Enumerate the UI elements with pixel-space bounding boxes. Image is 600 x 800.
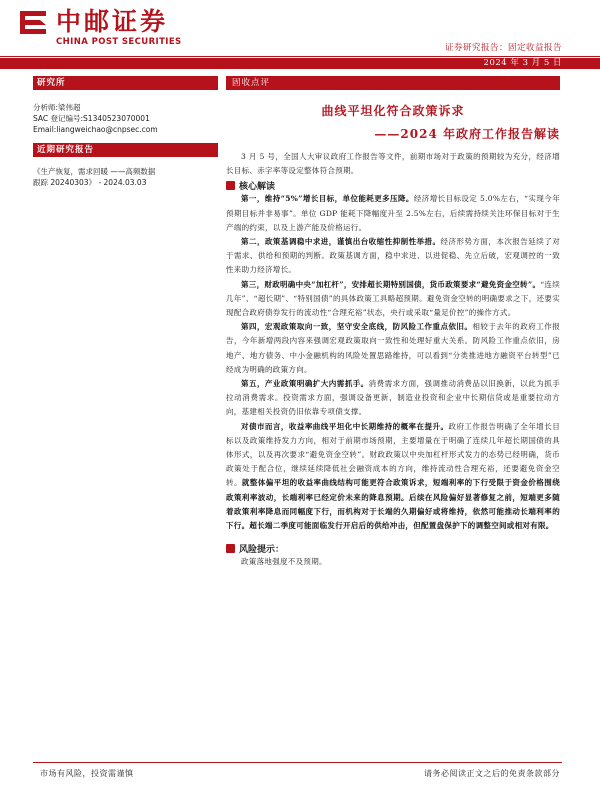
report-type: 证券研究报告：固定收益报告	[444, 43, 562, 53]
paragraph-2-text: 经济形势方面，本次报告延续了对于需求、供给和预期的判断。政策基调方面，稳中求进、以进促稳、先立后破，宏观调控的一致性来助力经济增长。	[226, 237, 561, 275]
paragraph-6	[226, 420, 560, 534]
paragraph-4-text: 相较于去年的政府工作报告，今年新增两段内容来强调宏观政策取向一致性和处理好重大关系。防风险工作重点依旧，房地产、地方债务、中小金融机构的风险处置思路维持，可以看到“分类推进地方融资平台转型”已经成为明确的政策方向。	[226, 322, 560, 374]
paragraph-4	[226, 320, 560, 377]
analyst-email[interactable]: Email:liangweichao@cnpsec.com	[33, 125, 158, 134]
paragraph-1-lead: 第一，维持“5%”增长目标，单位能耗更多压降。	[241, 194, 414, 204]
risk-title: 风险提示：	[239, 545, 285, 556]
paragraph-4-lead: 第四，宏观政策取向一致，坚守安全底线，防风险工作重点依旧。	[241, 322, 473, 332]
core-interpretation-section	[226, 179, 560, 192]
paragraph-5-text: 消费需求方面，强调推动消费品以旧换新，以此为抓手拉动消费需求。投资需求方面，强调设备更新，制造业投资和企业中长期信贷或是重要拉动方向，基建相关投资仍旧依靠专项债支撑。	[226, 379, 560, 417]
report-date: 2024 年 3 月 5 日	[483, 58, 562, 68]
risk-section	[226, 542, 560, 555]
paragraph-5	[226, 377, 560, 420]
paragraph-1	[226, 192, 560, 235]
logo-english-text: CHINA POST SECURITIES	[56, 37, 182, 47]
report-subtitle: ——2024 年政府工作报告解读	[374, 127, 560, 141]
report-title: 曲线平坦化符合政策诉求	[321, 104, 465, 118]
paragraph-6-conclusion: 就整体偏平坦的收益率曲线结构可能更符合政策诉求，短端利率的下行受限于资金价格围绕政策利率波动，长端利率已经定价未来的降息预期。后续在风险偏好显著修复之前，短端更多随着政策利率降息而同幅度下行，而机构对于长端的久期偏好或将维持，依然可能推动长端利率的下行。超长端二季度可能面临发行开启后的供给冲击，但配置盘保护下的调整空间或相对有限。	[226, 478, 560, 531]
analyst-name: 分析师:梁伟超	[33, 103, 81, 112]
section-bullet-icon	[226, 544, 235, 553]
sidebar	[33, 76, 218, 188]
footer-disclaimer-right: 请务必阅读正文之后的免责条款部分	[424, 769, 560, 778]
main-content	[226, 76, 560, 569]
paragraph-3-lead: 第三，财政明确中央“加杠杆”，安排超长期特别国债，货币政策要求“避免资金空转”。	[241, 279, 541, 289]
footer-divider	[33, 762, 562, 763]
recent-report-line-2[interactable]: 跟踪 20240303》 - 2024.03.03	[33, 178, 147, 187]
category-bar: 固收点评	[226, 76, 560, 90]
china-post-logo-icon	[18, 8, 48, 38]
footer-disclaimer-left: 市场有风险，投资需谨慎	[40, 769, 134, 778]
header-divider	[0, 56, 600, 57]
paragraph-6-lead: 对债市而言，收益率曲线平坦化中长期维持的概率在提升。	[241, 421, 449, 431]
sac-number: SAC 登记编号:S1340523070001	[33, 114, 150, 123]
paragraph-5-lead: 第五，产业政策明确扩大内需抓手。	[241, 379, 369, 389]
recent-reports-heading: 近期研究报告	[33, 143, 218, 157]
recent-report-line-1[interactable]: 《生产恢复，需求回暖 ——高频数据	[33, 167, 156, 176]
paragraph-6-text: 政府工作报告明确了全年增长目标以及政策维持发力方向，相对于前期市场预期，主要增量在于明确了连续几年超长期国债的具体形式，以及再次要求“避免资金空转”。财政政策以中央加杠杆形式发力的态势已经明确，货币政策处于配合位，继续延续降低社会融资成本的方向，维持流动性合理充裕，还要避免资金空转。	[226, 421, 560, 488]
section-title: 核心解读	[239, 182, 276, 193]
research-institute-heading: 研究所	[33, 76, 218, 90]
company-logo	[18, 6, 238, 46]
paragraph-2	[226, 235, 560, 278]
logo-chinese-text: 中邮证券	[56, 7, 169, 36]
intro-paragraph: 3 月 5 号，全国人大审议政府工作报告等文件，前期市场对于政策的预期较为充分，经济增长目标、赤字率等设定整体符合预期。	[226, 152, 560, 176]
section-bullet-icon	[226, 181, 235, 190]
paragraph-1-text: 经济增长目标设定 5.0%左右，“实现今年预期目标并非易事”。单位 GDP 能耗下降幅度升至 2.5%左右，后续需持续关注环保目标对于生产端的约束，以及上游产能及价格运行。	[226, 194, 561, 232]
paragraph-3-text: “连续几年”、“超长期”、“特别国债”的具体政策工具略超预期。避免资金空转的明确要求之下，还要实现配合政府债券发行的流动性“合理充裕”状态，央行或采取“量足价控”的操作方式。	[226, 279, 560, 318]
paragraph-2-lead: 第二，政策基调稳中求进，谨慎出台收缩性抑制性举措。	[241, 237, 441, 247]
paragraph-3	[226, 278, 560, 321]
risk-text: 政策落地强度不及预期。	[241, 557, 327, 567]
